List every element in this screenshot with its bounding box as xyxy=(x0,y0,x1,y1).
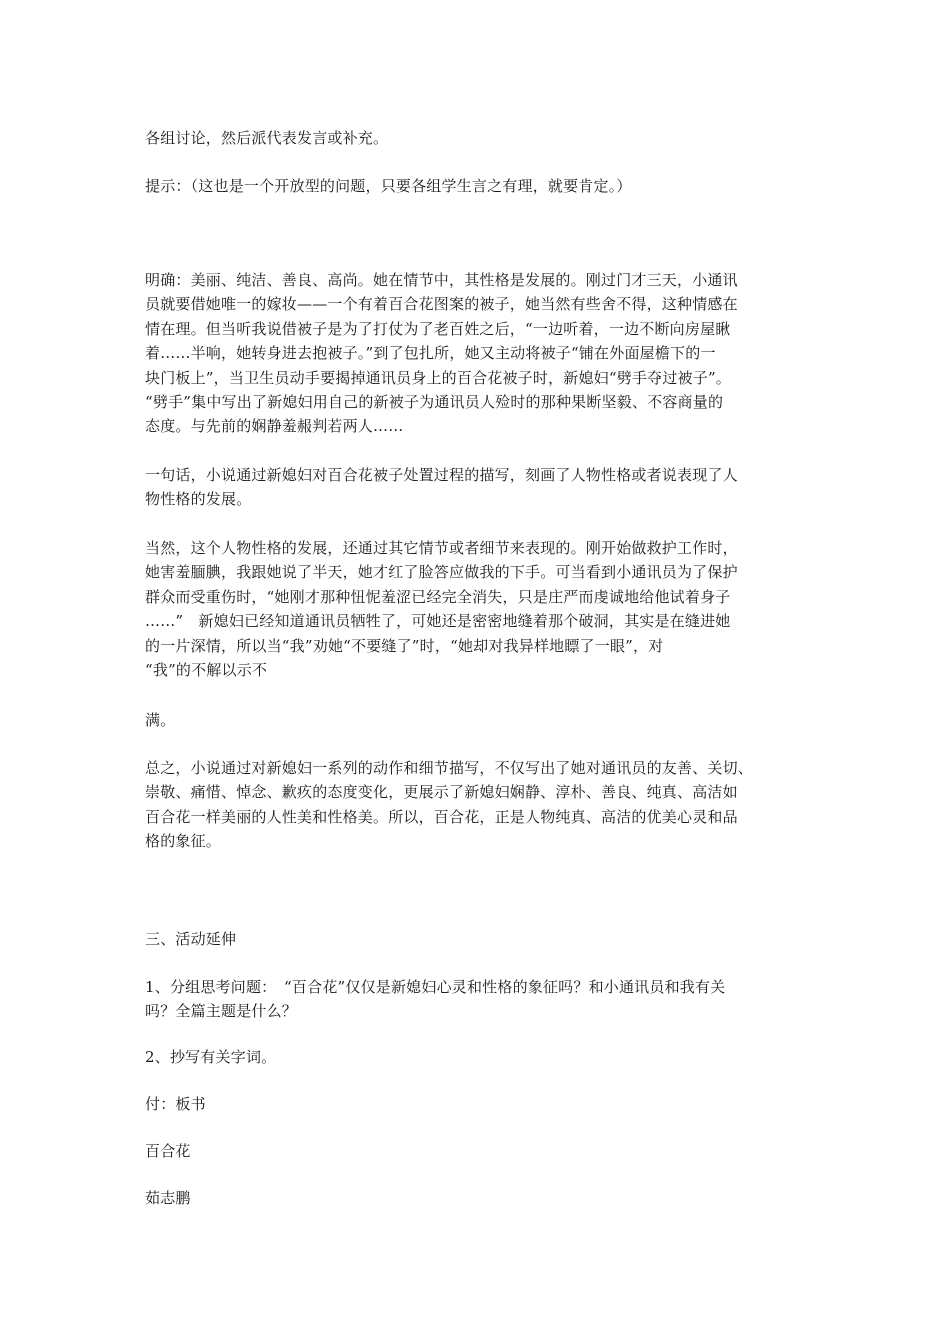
paragraph-summary-sentence xyxy=(145,463,810,512)
paragraph-clarify xyxy=(145,268,810,439)
text-line: 格的象征。 xyxy=(145,832,222,851)
text-line: 态度。与先前的娴静羞赧判若两人…… xyxy=(145,417,404,436)
paragraph-appendix xyxy=(145,1092,810,1116)
text-line: 茹志鹏 xyxy=(145,1189,191,1207)
paragraph-conclusion xyxy=(145,756,810,854)
text-line: 各组讨论，然后派代表发言或补充。 xyxy=(145,129,389,147)
board-author xyxy=(145,1186,810,1210)
text-line: ……” 新媳妇已经知道通讯员牺牲了，可她还是密密地缝着那个破洞，其实是在缝进她 xyxy=(145,612,731,631)
text-line: 满。 xyxy=(145,711,176,729)
text-line: 百合花 xyxy=(145,1142,191,1160)
text-line: 提示：（这也是一个开放型的问题，只要各组学生言之有理，就要肯定。） xyxy=(145,177,632,195)
board-title xyxy=(145,1139,810,1163)
text-line: 吗？全篇主题是什么？ xyxy=(145,1002,298,1021)
text-line: 的一片深情，所以当“我”劝她“不要缝了”时，“她却对我异样地瞟了一眼”，对 xyxy=(145,636,664,655)
paragraph-hint xyxy=(145,174,810,198)
text-line: “我”的不解以示不 xyxy=(145,661,268,680)
text-line: 一句话，小说通过新媳妇对百合花被子处置过程的描写，刻画了人物性格或者说表现了人 xyxy=(145,466,738,484)
text-line: 明确：美丽、纯洁、善良、高尚。她在情节中，其性格是发展的。刚过门才三天，小通讯 xyxy=(145,271,738,289)
text-line: 当然，这个人物性格的发展，还通过其它情节或者细节来表现的。刚开始做救护工作时， xyxy=(145,539,738,557)
text-line: 块门板上”，当卫生员动手要揭掉通讯员身上的百合花被子时，新媳妇“劈手夺过被子”。 xyxy=(145,368,732,387)
text-line: 2、抄写有关字词。 xyxy=(145,1048,277,1066)
text-line: 1、分组思考问题： “百合花”仅仅是新媳妇心灵和性格的象征吗？和小通讯员和我有关 xyxy=(145,978,726,996)
paragraph-man xyxy=(145,708,810,732)
text-line: 着……半响，她转身进去抱被子。”到了包扎所，她又主动将被子“铺在外面屋檐下的一 xyxy=(145,344,716,363)
text-line: 三、活动延伸 xyxy=(145,930,237,948)
text-line: 崇敬、痛惜、悼念、歉疚的态度变化，更展示了新媳妇娴静、淳朴、善良、纯真、高洁如 xyxy=(145,783,738,802)
text-line: 情在理。但当听我说借被子是为了打仗为了老百姓之后，“一边听着，一边不断向房屋瞅 xyxy=(145,319,731,338)
text-line: 付：板书 xyxy=(145,1095,206,1113)
section-heading xyxy=(145,927,810,951)
paragraph-discussion xyxy=(145,126,810,150)
text-line: 百合花一样美丽的人性美和性格美。所以，百合花，正是人物纯真、高洁的优美心灵和品 xyxy=(145,807,738,826)
paragraph-details xyxy=(145,536,810,682)
text-line: 群众而受重伤时，“她刚才那种忸怩羞涩已经完全消失，只是庄严而虔诚地给他试着身子 xyxy=(145,587,731,606)
paragraph-task-2 xyxy=(145,1045,810,1069)
text-line: 总之，小说通过对新媳妇一系列的动作和细节描写，不仅写出了她对通讯员的友善、关切、 xyxy=(145,759,754,777)
text-line: 员就要借她唯一的嫁妆——一个有着百合花图案的被子，她当然有些舍不得，这种情感在 xyxy=(145,295,738,314)
paragraph-task-1 xyxy=(145,975,810,1024)
text-line: 物性格的发展。 xyxy=(145,490,252,509)
text-line: “劈手”集中写出了新媳妇用自己的新被子为通讯员人殓时的那种果断坚毅、不容商量的 xyxy=(145,393,724,412)
text-line: 她害羞腼腆，我跟她说了半天，她才红了脸答应做我的下手。可当看到小通讯员为了保护 xyxy=(145,563,738,582)
